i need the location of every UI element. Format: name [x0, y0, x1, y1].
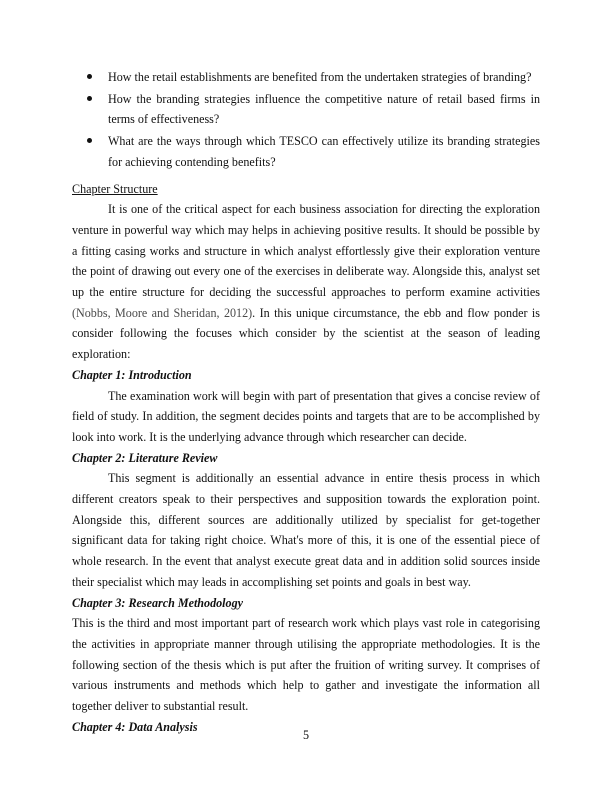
chapter-4-heading: Chapter 4: Data Analysis [72, 719, 198, 734]
list-item-text: How the branding strategies influence the competitive nature of retail based firms in terms of effectiveness? [108, 91, 540, 127]
chapter-2-heading: Chapter 2: Literature Review [72, 450, 218, 465]
chapter-1-heading: Chapter 1: Introduction [72, 367, 192, 382]
bullet-icon [87, 138, 92, 143]
paragraph-text: . In this unique circumstance, the ebb and flow ponder is consider following the focuses which consider by the scientist at the season of leading exploration: [72, 305, 540, 362]
chapter-3-paragraph: This is the third and most important part of research work which plays vast role in categorising the activities in appropriate manner through utilising the appropriate methodologies. It is the following section of the thesis which is put after the fruition of writing survey. It comprises of various instruments and methods which help to gather and investigate the information all together deliver to substantial result. [72, 616, 540, 714]
list-item [72, 89, 540, 130]
citation: (Nobbs, Moore and Sheridan, 2012) [72, 305, 253, 320]
bullet-icon [87, 96, 92, 101]
list-item [72, 131, 540, 172]
section-title-chapter-structure: Chapter Structure [72, 181, 158, 196]
list-item-text: How the retail establishments are benefited from the undertaken strategies of branding? [108, 70, 532, 84]
chapter-1-paragraph: The examination work will begin with part of presentation that gives a concise review of field of study. In addition, the segment decides points and targets that are to be accomplished by look into work. It is the underlying advance through which researcher can decide. [72, 388, 540, 444]
chapter-structure-paragraph [72, 199, 540, 365]
chapter-3-heading: Chapter 3: Research Methodology [72, 595, 243, 610]
chapter-2-paragraph: This segment is additionally an essential advance in entire thesis process in which different creators speak to their perspectives and supposition towards the exploration point. Alongside this, different sources are additionally utilized by specialist for get-together significant data for taking right choice. What's more of this, it is one of the essential piece of whole research. In the event that analyst execute great data and in addition solid sources inside their specialist which may leads in accomplishing set points and goals in best way. [72, 471, 540, 589]
bullet-icon [87, 74, 92, 79]
page-number: 5 [302, 728, 310, 742]
page-content [72, 67, 540, 738]
research-questions-list [72, 67, 540, 173]
list-item-text: What are the ways through which TESCO can effectively utilize its branding strategies for achieving contending benefits? [108, 134, 540, 169]
list-item [72, 67, 540, 88]
paragraph-text: It is one of the critical aspect for each business association for directing the exploration venture in powerful way which may helps in achieving positive results. It should be possible by a fitting casing works and structure in which analyst effortlessly give their exploration venture the point of drawing out every one of the exercises in deliberate way. Alongside this, analyst set up the entire structure for deciding the successful approaches to perform examine activities [72, 202, 540, 300]
